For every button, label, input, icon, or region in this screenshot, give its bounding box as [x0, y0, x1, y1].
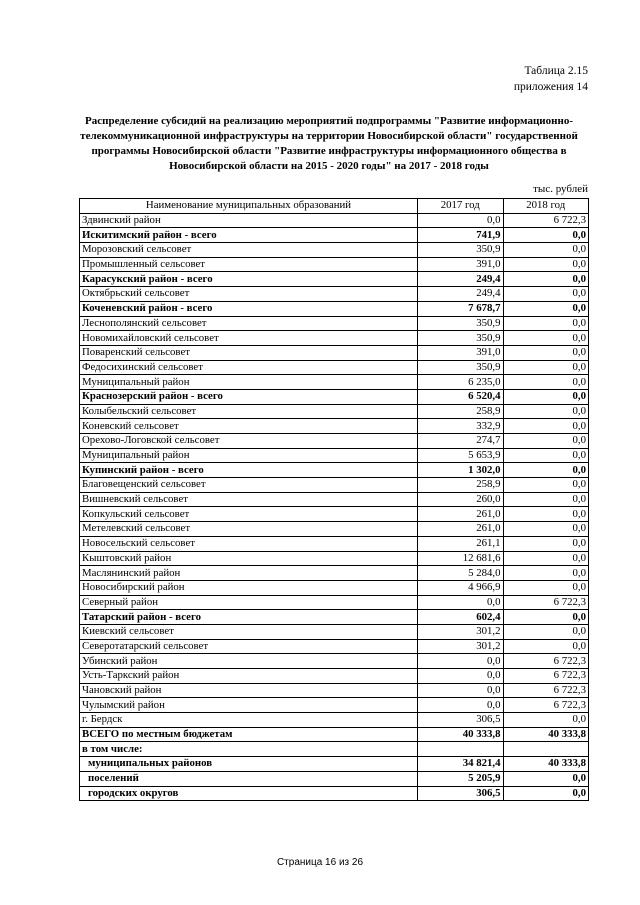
value-2017-cell: 261,0: [418, 522, 504, 537]
value-2017-cell: 741,9: [418, 228, 504, 243]
value-2017-cell: 1 302,0: [418, 463, 504, 478]
value-2017-cell: 261,1: [418, 536, 504, 551]
table-row: [80, 713, 589, 728]
value-2018-cell: 0,0: [503, 448, 589, 463]
table-row: [80, 316, 589, 331]
table-row: [80, 272, 589, 287]
value-2017-cell: 0,0: [418, 595, 504, 610]
value-2017-cell: 5 205,9: [418, 771, 504, 786]
value-2018-cell: 0,0: [503, 463, 589, 478]
table-body: [80, 213, 589, 801]
value-2017-cell: 0,0: [418, 698, 504, 713]
value-2018-cell: 0,0: [503, 360, 589, 375]
value-2018-cell: 6 722,3: [503, 683, 589, 698]
value-2018-cell: 0,0: [503, 478, 589, 493]
value-2018-cell: 0,0: [503, 228, 589, 243]
table-row: [80, 683, 589, 698]
value-2017-cell: 350,9: [418, 331, 504, 346]
municipality-cell: Искитимский район - всего: [80, 228, 418, 243]
value-2017-cell: 350,9: [418, 360, 504, 375]
value-2018-cell: 0,0: [503, 419, 589, 434]
table-row: [80, 389, 589, 404]
table-row: [80, 257, 589, 272]
municipality-cell: Благовещенский сельсовет: [80, 478, 418, 493]
value-2018-cell: [503, 742, 589, 757]
table-row: [80, 243, 589, 258]
municipality-cell: Чулымский район: [80, 698, 418, 713]
value-2018-cell: 0,0: [503, 287, 589, 302]
municipality-cell: Купинский район - всего: [80, 463, 418, 478]
municipality-cell: Краснозерский район - всего: [80, 389, 418, 404]
municipality-cell: Муниципальный район: [80, 375, 418, 390]
municipality-cell: Убинский район: [80, 654, 418, 669]
value-2017-cell: 0,0: [418, 683, 504, 698]
table-row: [80, 360, 589, 375]
municipality-cell: Метелевский сельсовет: [80, 522, 418, 537]
table-row: [80, 595, 589, 610]
value-2017-cell: 391,0: [418, 345, 504, 360]
municipality-cell: Поваренский сельсовет: [80, 345, 418, 360]
municipality-cell: Леснополянский сельсовет: [80, 316, 418, 331]
table-row: [80, 727, 589, 742]
value-2017-cell: 6 520,4: [418, 389, 504, 404]
municipality-cell: г. Бердск: [80, 713, 418, 728]
table-row: [80, 213, 589, 228]
value-2017-cell: 301,2: [418, 639, 504, 654]
municipality-cell: Северотатарский сельсовет: [80, 639, 418, 654]
municipality-cell: Вишневский сельсовет: [80, 492, 418, 507]
municipality-cell: Новосельский сельсовет: [80, 536, 418, 551]
value-2017-cell: 258,9: [418, 478, 504, 493]
value-2017-cell: 5 284,0: [418, 566, 504, 581]
municipality-cell: Усть-Таркский район: [80, 669, 418, 684]
municipality-cell: Чановский район: [80, 683, 418, 698]
table-row: [80, 419, 589, 434]
municipality-cell: Кыштовский район: [80, 551, 418, 566]
value-2017-cell: 0,0: [418, 669, 504, 684]
value-2017-cell: 5 653,9: [418, 448, 504, 463]
value-2018-cell: 0,0: [503, 375, 589, 390]
value-2017-cell: [418, 742, 504, 757]
value-2018-cell: 0,0: [503, 551, 589, 566]
value-2017-cell: 6 235,0: [418, 375, 504, 390]
value-2018-cell: 0,0: [503, 331, 589, 346]
table-row: [80, 287, 589, 302]
table-row: [80, 228, 589, 243]
table-row: [80, 654, 589, 669]
value-2018-cell: 40 333,8: [503, 727, 589, 742]
value-2017-cell: 4 966,9: [418, 580, 504, 595]
page-footer: Страница 16 из 26: [276, 857, 364, 868]
value-2017-cell: 258,9: [418, 404, 504, 419]
table-row: [80, 771, 589, 786]
subsidy-table: [79, 198, 589, 801]
municipality-cell: Коченевский район - всего: [80, 301, 418, 316]
value-2018-cell: 0,0: [503, 492, 589, 507]
table-row: [80, 742, 589, 757]
municipality-cell: в том числе:: [80, 742, 418, 757]
municipality-cell: Новомихайловский сельсовет: [80, 331, 418, 346]
table-row: [80, 698, 589, 713]
table-row: [80, 463, 589, 478]
municipality-cell: Промышленный сельсовет: [80, 257, 418, 272]
value-2018-cell: 6 722,3: [503, 654, 589, 669]
municipality-cell: Муниципальный район: [80, 448, 418, 463]
value-2018-cell: 0,0: [503, 536, 589, 551]
table-row: [80, 610, 589, 625]
value-2018-cell: 0,0: [503, 243, 589, 258]
value-2017-cell: 261,0: [418, 507, 504, 522]
municipality-cell: Северный район: [80, 595, 418, 610]
appendix-number: приложения 14: [513, 81, 588, 93]
table-row: [80, 345, 589, 360]
table-row: [80, 536, 589, 551]
value-2018-cell: 0,0: [503, 522, 589, 537]
municipality-cell: муниципальных районов: [80, 757, 418, 772]
value-2017-cell: 260,0: [418, 492, 504, 507]
value-2018-cell: 40 333,8: [503, 757, 589, 772]
value-2017-cell: 306,5: [418, 786, 504, 801]
table-row: [80, 551, 589, 566]
value-2018-cell: 0,0: [503, 434, 589, 449]
value-2018-cell: 0,0: [503, 580, 589, 595]
table-row: [80, 375, 589, 390]
table-row: [80, 331, 589, 346]
table-row: [80, 580, 589, 595]
value-2018-cell: 0,0: [503, 713, 589, 728]
value-2018-cell: 0,0: [503, 257, 589, 272]
value-2018-cell: 6 722,3: [503, 698, 589, 713]
document-title: Распределение субсидий на реализацию мероприятий подпрограммы "Развитие информационно-телекоммуникационной инфраструктуры на территории Новосибирской области" государственной программы Новосибирской области "Развитие инфраструктуры информационного общества в Новосибирской области на 2015 - 2020 годы" на 2017 - 2018 годы: [80, 115, 578, 172]
table-header-row: [80, 199, 589, 214]
value-2018-cell: 0,0: [503, 272, 589, 287]
municipality-cell: Морозовский сельсовет: [80, 243, 418, 258]
municipality-cell: городских округов: [80, 786, 418, 801]
value-2018-cell: 0,0: [503, 345, 589, 360]
municipality-cell: Карасукский район - всего: [80, 272, 418, 287]
municipality-cell: ВСЕГО по местным бюджетам: [80, 727, 418, 742]
value-2018-cell: 6 722,3: [503, 213, 589, 228]
table-row: [80, 478, 589, 493]
value-2017-cell: 249,4: [418, 287, 504, 302]
value-2018-cell: 0,0: [503, 404, 589, 419]
municipality-cell: Октябрьский сельсовет: [80, 287, 418, 302]
table-row: [80, 404, 589, 419]
value-2017-cell: 602,4: [418, 610, 504, 625]
value-2018-cell: 0,0: [503, 301, 589, 316]
value-2017-cell: 350,9: [418, 243, 504, 258]
table-row: [80, 522, 589, 537]
header-2018: 2018 год: [503, 199, 589, 214]
table-reference: [514, 63, 588, 95]
table-row: [80, 639, 589, 654]
table-row: [80, 786, 589, 801]
table-row: [80, 624, 589, 639]
municipality-cell: Киевский сельсовет: [80, 624, 418, 639]
municipality-cell: Здвинский район: [80, 213, 418, 228]
value-2018-cell: 0,0: [503, 389, 589, 404]
header-2017: 2017 год: [418, 199, 504, 214]
municipality-cell: Орехово-Логовской сельсовет: [80, 434, 418, 449]
municipality-cell: Маслянинский район: [80, 566, 418, 581]
value-2018-cell: 6 722,3: [503, 669, 589, 684]
municipality-cell: Новосибирский район: [80, 580, 418, 595]
value-2018-cell: 0,0: [503, 639, 589, 654]
municipality-cell: Татарский район - всего: [80, 610, 418, 625]
units-label: тыс. рублей: [533, 183, 588, 195]
value-2018-cell: 0,0: [503, 507, 589, 522]
value-2017-cell: 332,9: [418, 419, 504, 434]
value-2017-cell: 274,7: [418, 434, 504, 449]
municipality-cell: поселений: [80, 771, 418, 786]
value-2017-cell: 7 678,7: [418, 301, 504, 316]
table-number: Таблица 2.15: [524, 65, 588, 77]
municipality-cell: Колыбельский сельсовет: [80, 404, 418, 419]
value-2018-cell: 0,0: [503, 786, 589, 801]
header-municipality: Наименование муниципальных образований: [80, 199, 418, 214]
value-2017-cell: 0,0: [418, 213, 504, 228]
municipality-cell: Копкульский сельсовет: [80, 507, 418, 522]
table-row: [80, 492, 589, 507]
table-row: [80, 566, 589, 581]
value-2018-cell: 0,0: [503, 316, 589, 331]
value-2017-cell: 0,0: [418, 654, 504, 669]
value-2017-cell: 34 821,4: [418, 757, 504, 772]
value-2018-cell: 0,0: [503, 610, 589, 625]
value-2017-cell: 12 681,6: [418, 551, 504, 566]
table-row: [80, 757, 589, 772]
value-2018-cell: 0,0: [503, 771, 589, 786]
table-row: [80, 448, 589, 463]
value-2018-cell: 6 722,3: [503, 595, 589, 610]
value-2017-cell: 40 333,8: [418, 727, 504, 742]
table-row: [80, 434, 589, 449]
value-2018-cell: 0,0: [503, 624, 589, 639]
table-row: [80, 669, 589, 684]
value-2018-cell: 0,0: [503, 566, 589, 581]
value-2017-cell: 391,0: [418, 257, 504, 272]
value-2017-cell: 306,5: [418, 713, 504, 728]
table-row: [80, 301, 589, 316]
value-2017-cell: 249,4: [418, 272, 504, 287]
value-2017-cell: 350,9: [418, 316, 504, 331]
table-row: [80, 507, 589, 522]
municipality-cell: Коневский сельсовет: [80, 419, 418, 434]
value-2017-cell: 301,2: [418, 624, 504, 639]
municipality-cell: Федосихинский сельсовет: [80, 360, 418, 375]
